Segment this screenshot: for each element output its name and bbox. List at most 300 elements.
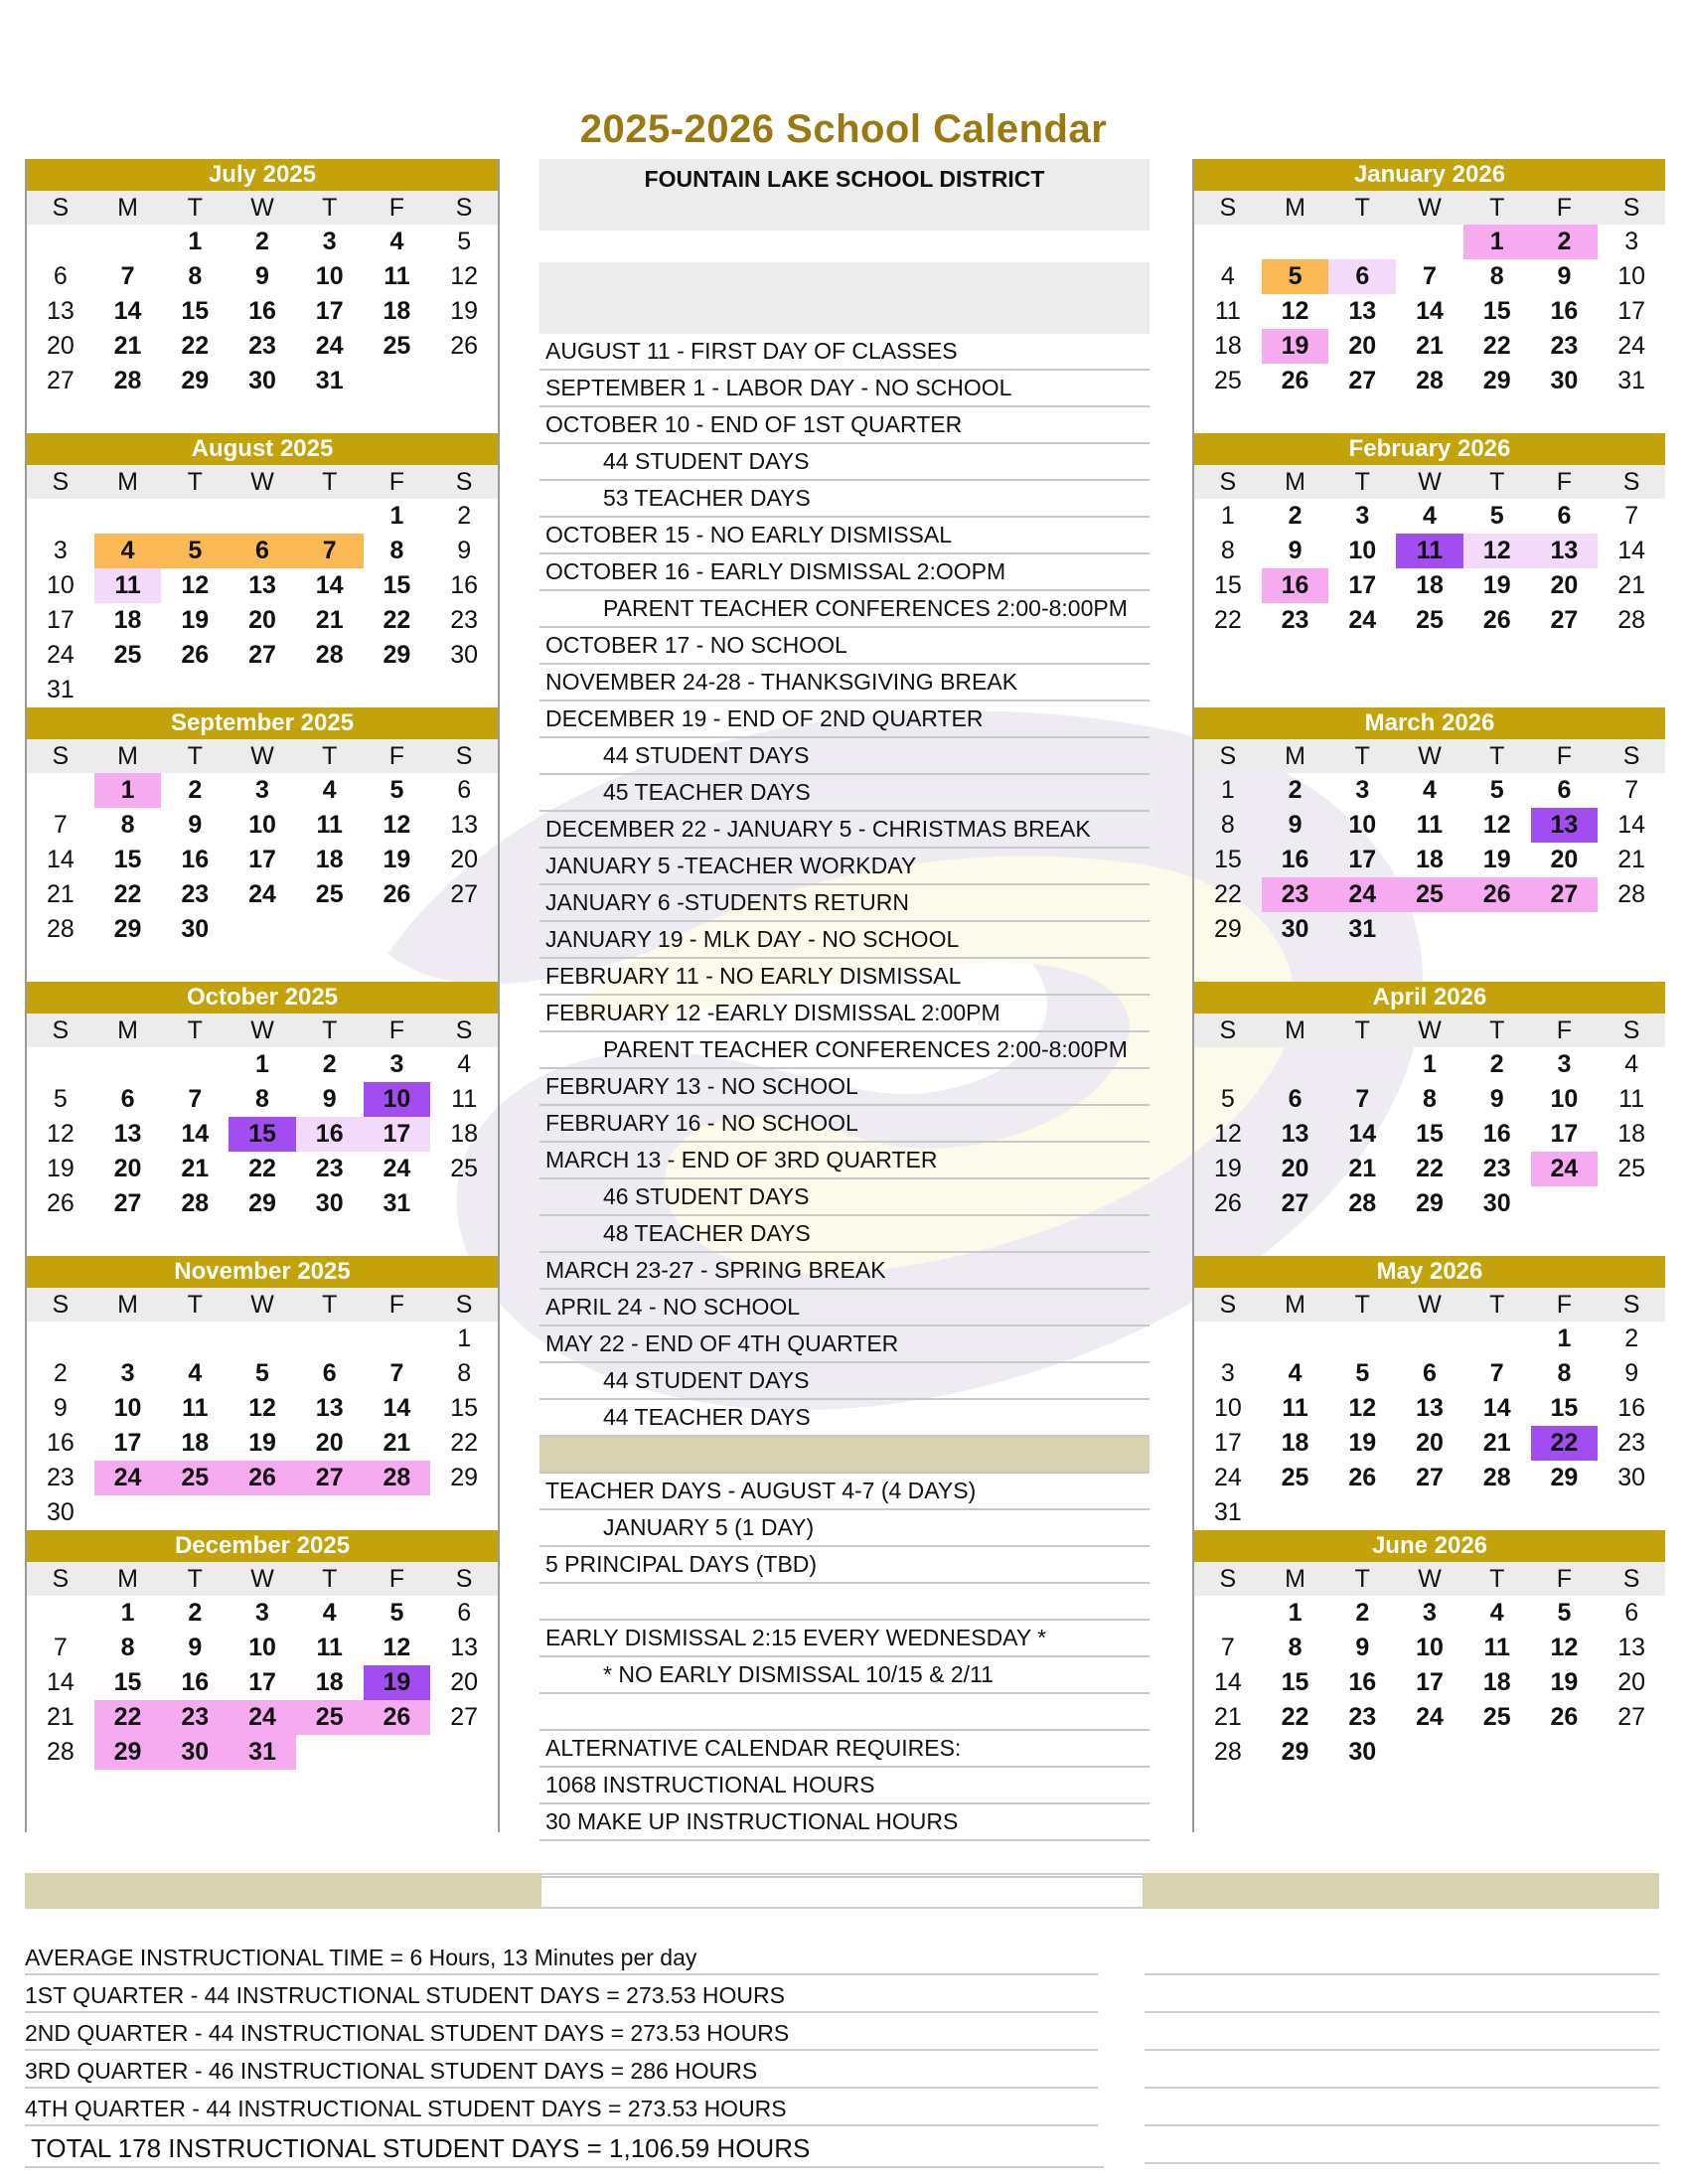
- event-line: MARCH 23-27 - SPRING BREAK: [539, 1253, 1150, 1290]
- weekday-label: S: [455, 742, 473, 770]
- day-cell: 16: [296, 1117, 364, 1152]
- day-cell: 10: [248, 1634, 276, 1661]
- day-cell: 2: [1288, 502, 1303, 530]
- day-cell: 16: [1482, 1120, 1511, 1148]
- weekday-label: T: [1489, 1565, 1505, 1593]
- day-cell: 14: [46, 1668, 75, 1696]
- day-cell: 20: [1617, 1668, 1646, 1696]
- day-cell: 30: [181, 915, 210, 943]
- day-cell: 7: [1624, 776, 1639, 804]
- day-cell: 11: [451, 1085, 478, 1113]
- weekday-label: S: [1622, 1016, 1640, 1044]
- weekday-label: S: [1219, 194, 1237, 222]
- day-cell: 17: [315, 297, 344, 325]
- day-cell: 13: [450, 811, 479, 839]
- day-cell: 22: [1531, 1426, 1599, 1461]
- day-grid: [27, 773, 498, 982]
- day-cell: 1: [188, 228, 203, 255]
- day-cell: 5: [1557, 1599, 1572, 1627]
- day-cell: 25: [113, 641, 142, 669]
- day-cell: 12: [46, 1120, 75, 1148]
- event-line: 45 TEACHER DAYS: [539, 775, 1150, 812]
- day-cell: 29: [94, 1735, 162, 1770]
- weekday-label: T: [1354, 1016, 1370, 1044]
- month-title: June 2026: [1194, 1530, 1665, 1562]
- day-cell: 27: [450, 880, 479, 908]
- day-cell: 1: [1220, 776, 1235, 804]
- day-cell: 29: [248, 1189, 276, 1217]
- weekday-label: S: [1219, 1565, 1237, 1593]
- events-list: [539, 334, 1150, 1878]
- day-cell: 9: [53, 1394, 68, 1422]
- day-cell: 3: [322, 228, 337, 255]
- day-grid: [1194, 1596, 1665, 1804]
- weekday-label: W: [1418, 742, 1442, 770]
- day-cell: 4: [1423, 776, 1437, 804]
- day-cell: 22: [113, 880, 142, 908]
- day-cell: 9: [1557, 262, 1572, 290]
- day-cell: 15: [181, 297, 210, 325]
- event-line: TEACHER DAYS - AUGUST 4-7 (4 DAYS): [539, 1474, 1150, 1510]
- day-cell: 27: [1416, 1464, 1444, 1491]
- day-cell: 21: [1416, 332, 1444, 360]
- day-cell: 15: [1213, 571, 1242, 599]
- weekday-label: T: [322, 468, 338, 496]
- day-cell: 27: [1617, 1703, 1646, 1731]
- day-cell: 24: [1348, 606, 1377, 634]
- day-cell: 20: [1550, 846, 1579, 873]
- weekday-label: T: [187, 194, 203, 222]
- event-line: PARENT TEACHER CONFERENCES 2:00-8:00PM: [539, 591, 1150, 628]
- event-line: JANUARY 5 (1 DAY): [539, 1510, 1150, 1547]
- day-cell: 12: [383, 811, 411, 839]
- day-cell: 16: [1348, 1668, 1377, 1696]
- day-grid: [27, 1596, 498, 1804]
- day-cell: 11: [383, 262, 410, 290]
- day-cell: 20: [1281, 1155, 1309, 1182]
- weekday-label: S: [455, 468, 473, 496]
- day-cell: 27: [1531, 877, 1599, 912]
- day-grid: [27, 1047, 498, 1256]
- day-cell: 24: [1213, 1464, 1242, 1491]
- weekday-label: T: [322, 1016, 338, 1044]
- weekday-label: T: [1489, 1016, 1505, 1044]
- day-cell: 7: [53, 811, 68, 839]
- day-cell: 1: [120, 1599, 135, 1627]
- weekday-label: M: [117, 742, 138, 770]
- day-cell: 10: [1348, 537, 1377, 564]
- day-cell: 30: [1348, 1738, 1377, 1766]
- day-cell: 15: [1416, 1120, 1444, 1148]
- day-cell: 3: [1355, 502, 1370, 530]
- day-grid: [27, 499, 498, 707]
- day-cell: 6: [1328, 259, 1396, 294]
- event-line: JANUARY 19 - MLK DAY - NO SCHOOL: [539, 922, 1150, 959]
- day-cell: 6: [457, 776, 472, 804]
- day-cell: 19: [1213, 1155, 1242, 1182]
- day-cell: 31: [1617, 367, 1646, 394]
- day-cell: 2: [255, 228, 269, 255]
- month-calendar: [27, 1530, 498, 1804]
- month-title: November 2025: [27, 1256, 498, 1288]
- day-cell: 31: [46, 676, 75, 703]
- day-cell: 28: [1213, 1738, 1242, 1766]
- day-cell: 19: [181, 606, 210, 634]
- day-cell: 25: [161, 1461, 229, 1495]
- day-cell: 11: [1282, 1394, 1308, 1422]
- day-cell: 3: [1624, 228, 1639, 255]
- day-cell: 10: [315, 262, 344, 290]
- day-cell: 16: [46, 1429, 75, 1457]
- day-cell: 30: [1550, 367, 1579, 394]
- day-cell: 5: [53, 1085, 68, 1113]
- day-cell: 12: [1213, 1120, 1242, 1148]
- day-cell: 7: [188, 1085, 203, 1113]
- day-cell: 13: [1617, 1634, 1646, 1661]
- day-cell: 12: [181, 571, 210, 599]
- event-line: NOVEMBER 24-28 - THANKSGIVING BREAK: [539, 665, 1150, 702]
- day-cell: 14: [1348, 1120, 1377, 1148]
- day-cell: 13: [113, 1120, 142, 1148]
- day-cell: 21: [181, 1155, 210, 1182]
- day-cell: 6: [229, 534, 296, 568]
- weekday-label: S: [1622, 194, 1640, 222]
- day-cell: 2: [1355, 1599, 1370, 1627]
- day-cell: 5: [1355, 1359, 1370, 1387]
- day-cell: 1: [94, 773, 162, 808]
- day-cell: 5: [457, 228, 472, 255]
- day-cell: 24: [94, 1461, 162, 1495]
- day-cell: 18: [383, 297, 411, 325]
- day-cell: 16: [1550, 297, 1579, 325]
- day-cell: 15: [383, 571, 411, 599]
- weekday-label: W: [1418, 468, 1442, 496]
- day-cell: 20: [248, 606, 276, 634]
- summary-line: AVERAGE INSTRUCTIONAL TIME = 6 Hours, 13 Minutes per day: [25, 1938, 1098, 1975]
- day-cell: 31: [383, 1189, 411, 1217]
- weekday-label: W: [1418, 1291, 1442, 1319]
- day-cell: 16: [181, 846, 210, 873]
- day-cell: 11: [1396, 534, 1463, 568]
- day-cell: 5: [1220, 1085, 1235, 1113]
- day-cell: 2: [457, 502, 472, 530]
- weekday-label: T: [1489, 742, 1505, 770]
- event-line: AUGUST 11 - FIRST DAY OF CLASSES: [539, 334, 1150, 371]
- day-cell: 7: [1355, 1085, 1370, 1113]
- day-cell: 2: [1288, 776, 1303, 804]
- day-cell: 4: [188, 1359, 203, 1387]
- day-grid: [1194, 499, 1665, 707]
- month-calendar: [1194, 159, 1665, 433]
- day-cell: 21: [113, 332, 142, 360]
- day-cell: 4: [1624, 1050, 1639, 1078]
- day-cell: 25: [383, 332, 411, 360]
- weekday-label: F: [1556, 1565, 1573, 1593]
- day-cell: 9: [457, 537, 472, 564]
- weekday-label: T: [187, 468, 203, 496]
- day-cell: 24: [46, 641, 75, 669]
- summary-block: [25, 1938, 1167, 2168]
- day-cell: 10: [113, 1394, 142, 1422]
- event-line: OCTOBER 17 - NO SCHOOL: [539, 628, 1150, 665]
- day-cell: 26: [46, 1189, 75, 1217]
- day-cell: 16: [1281, 846, 1309, 873]
- weekday-label: T: [1489, 194, 1505, 222]
- day-cell: 6: [120, 1085, 135, 1113]
- month-calendar: [27, 1256, 498, 1530]
- day-cell: 13: [1531, 808, 1599, 843]
- day-cell: 8: [1220, 811, 1235, 839]
- event-line: DECEMBER 22 - JANUARY 5 - CHRISTMAS BREAK: [539, 812, 1150, 849]
- day-cell: 27: [113, 1189, 142, 1217]
- summary-total: TOTAL 178 INSTRUCTIONAL STUDENT DAYS = 1,106.59 HOURS: [25, 2126, 1104, 2168]
- day-cell: 28: [1348, 1189, 1377, 1217]
- day-cell: 14: [46, 846, 75, 873]
- day-cell: 17: [1416, 1668, 1444, 1696]
- day-cell: 22: [94, 1700, 162, 1735]
- weekday-header: [27, 1288, 498, 1322]
- day-cell: 1: [1463, 225, 1531, 259]
- day-cell: 30: [450, 641, 479, 669]
- weekday-label: S: [1219, 468, 1237, 496]
- day-cell: 26: [1550, 1703, 1579, 1731]
- day-cell: 24: [1416, 1703, 1444, 1731]
- day-cell: 24: [248, 880, 276, 908]
- weekday-label: S: [455, 1565, 473, 1593]
- weekday-header: [1194, 465, 1665, 499]
- day-cell: 21: [1213, 1703, 1242, 1731]
- day-cell: 3: [1557, 1050, 1572, 1078]
- day-cell: 7: [1489, 1359, 1504, 1387]
- day-cell: 18: [1213, 332, 1242, 360]
- event-line: 46 STUDENT DAYS: [539, 1179, 1150, 1216]
- weekday-label: M: [1285, 468, 1305, 496]
- day-cell: 19: [383, 846, 411, 873]
- blank-line: [539, 1694, 1150, 1731]
- day-cell: 1: [457, 1325, 472, 1352]
- day-cell: 2: [322, 1050, 337, 1078]
- month-title: July 2025: [27, 159, 498, 191]
- day-cell: 3: [1355, 776, 1370, 804]
- day-cell: 13: [1348, 297, 1377, 325]
- weekday-header: [27, 465, 498, 499]
- day-cell: 15: [229, 1117, 296, 1152]
- day-cell: 14: [1416, 297, 1444, 325]
- day-cell: 10: [248, 811, 276, 839]
- day-cell: 10: [1213, 1394, 1242, 1422]
- weekday-header: [27, 739, 498, 773]
- event-line: OCTOBER 15 - NO EARLY DISMISSAL: [539, 518, 1150, 554]
- day-cell: 6: [322, 1359, 337, 1387]
- day-cell: 19: [1262, 329, 1329, 364]
- day-cell: 26: [181, 641, 210, 669]
- weekday-label: T: [1489, 1291, 1505, 1319]
- weekday-label: S: [1622, 742, 1640, 770]
- day-cell: 26: [1482, 606, 1511, 634]
- weekday-label: S: [1219, 1291, 1237, 1319]
- weekday-label: T: [1354, 1291, 1370, 1319]
- month-calendar: [1194, 1256, 1665, 1530]
- day-cell: 28: [1617, 880, 1646, 908]
- weekday-label: F: [1556, 194, 1573, 222]
- day-cell: 18: [315, 846, 344, 873]
- day-cell: 23: [1348, 1703, 1377, 1731]
- day-cell: 8: [255, 1085, 269, 1113]
- day-cell: 11: [1618, 1085, 1645, 1113]
- day-cell: 22: [450, 1429, 479, 1457]
- day-cell: 11: [94, 568, 162, 603]
- weekday-label: S: [1622, 1565, 1640, 1593]
- day-cell: 19: [248, 1429, 276, 1457]
- weekday-label: T: [1489, 468, 1505, 496]
- day-cell: 26: [450, 332, 479, 360]
- day-cell: 8: [1288, 1634, 1303, 1661]
- weekday-label: M: [117, 194, 138, 222]
- weekday-label: M: [1285, 742, 1305, 770]
- day-cell: 14: [1213, 1668, 1242, 1696]
- gray-spacer: [539, 262, 1150, 334]
- weekday-label: T: [322, 194, 338, 222]
- weekday-label: S: [52, 1291, 70, 1319]
- right-calendar-column: [1192, 159, 1665, 1832]
- day-cell: 20: [1348, 332, 1377, 360]
- weekday-label: F: [388, 1291, 405, 1319]
- day-cell: 23: [1262, 877, 1329, 912]
- day-cell: 7: [53, 1634, 68, 1661]
- weekday-label: W: [1418, 1016, 1442, 1044]
- weekday-label: S: [455, 194, 473, 222]
- weekday-label: S: [52, 468, 70, 496]
- day-cell: 18: [113, 606, 142, 634]
- day-cell: 26: [1281, 367, 1309, 394]
- day-cell: 30: [1281, 915, 1309, 943]
- day-cell: 17: [1348, 571, 1377, 599]
- day-cell: 10: [364, 1082, 431, 1117]
- day-cell: 28: [181, 1189, 210, 1217]
- day-cell: 9: [188, 811, 203, 839]
- day-cell: 27: [46, 367, 75, 394]
- day-cell: 23: [1281, 606, 1309, 634]
- weekday-label: F: [388, 1565, 405, 1593]
- day-cell: 30: [1617, 1464, 1646, 1491]
- month-calendar: [27, 159, 498, 433]
- day-cell: 26: [1213, 1189, 1242, 1217]
- day-cell: 21: [315, 606, 344, 634]
- day-cell: 21: [46, 880, 75, 908]
- day-cell: 30: [248, 367, 276, 394]
- day-cell: 6: [53, 262, 68, 290]
- day-cell: 11: [1483, 1634, 1510, 1661]
- day-cell: 27: [248, 641, 276, 669]
- day-cell: 29: [1213, 915, 1242, 943]
- day-cell: 9: [255, 262, 269, 290]
- day-cell: 4: [322, 776, 337, 804]
- day-cell: 11: [316, 811, 343, 839]
- day-cell: 9: [1288, 537, 1303, 564]
- day-cell: 28: [315, 641, 344, 669]
- day-cell: 19: [1348, 1429, 1377, 1457]
- day-cell: 6: [1423, 1359, 1437, 1387]
- day-cell: 28: [1617, 606, 1646, 634]
- month-calendar: [1194, 982, 1665, 1256]
- day-cell: 18: [1281, 1429, 1309, 1457]
- day-cell: 10: [1617, 262, 1646, 290]
- day-cell: 12: [383, 1634, 411, 1661]
- weekday-label: M: [1285, 1565, 1305, 1593]
- weekday-label: S: [1622, 1291, 1640, 1319]
- day-cell: 12: [450, 262, 479, 290]
- day-cell: 18: [450, 1120, 479, 1148]
- day-cell: 19: [1550, 1668, 1579, 1696]
- day-cell: 1: [255, 1050, 269, 1078]
- event-line: 44 STUDENT DAYS: [539, 1363, 1150, 1400]
- day-cell: 31: [1348, 915, 1377, 943]
- event-line: PARENT TEACHER CONFERENCES 2:00-8:00PM: [539, 1032, 1150, 1069]
- event-line: JANUARY 5 -TEACHER WORKDAY: [539, 849, 1150, 885]
- day-cell: 22: [383, 606, 411, 634]
- day-cell: 2: [53, 1359, 68, 1387]
- weekday-label: M: [1285, 194, 1305, 222]
- day-grid: [1194, 1322, 1665, 1530]
- month-title: April 2026: [1194, 982, 1665, 1014]
- day-cell: 12: [1482, 811, 1511, 839]
- weekday-label: T: [322, 1565, 338, 1593]
- day-cell: 22: [181, 332, 210, 360]
- day-cell: 8: [1489, 262, 1504, 290]
- event-line: OCTOBER 10 - END OF 1ST QUARTER: [539, 407, 1150, 444]
- day-cell: 17: [1348, 846, 1377, 873]
- day-cell: 11: [182, 1394, 209, 1422]
- day-cell: 1: [389, 502, 404, 530]
- day-cell: 24: [383, 1155, 411, 1182]
- day-cell: 29: [113, 915, 142, 943]
- event-line: FEBRUARY 12 -EARLY DISMISSAL 2:00PM: [539, 996, 1150, 1032]
- day-cell: 14: [315, 571, 344, 599]
- day-cell: 25: [296, 1700, 364, 1735]
- page-title: 2025-2026 School Calendar: [579, 107, 1108, 151]
- month-title: May 2026: [1194, 1256, 1665, 1288]
- day-cell: 7: [1624, 502, 1639, 530]
- event-line: 30 MAKE UP INSTRUCTIONAL HOURS: [539, 1804, 1150, 1841]
- day-cell: 30: [46, 1498, 75, 1526]
- weekday-label: W: [1418, 194, 1442, 222]
- day-cell: 2: [1624, 1325, 1639, 1352]
- summary-line: 4TH QUARTER - 44 INSTRUCTIONAL STUDENT DAYS = 273.53 HOURS: [25, 2089, 1098, 2126]
- day-cell: 6: [1288, 1085, 1303, 1113]
- day-grid: [1194, 1047, 1665, 1256]
- divider-band: [25, 1873, 1659, 1909]
- day-cell: 17: [1550, 1120, 1579, 1148]
- month-calendar: [1194, 707, 1665, 982]
- day-cell: 9: [1355, 1634, 1370, 1661]
- day-cell: 20: [450, 846, 479, 873]
- day-cell: 3: [1220, 1359, 1235, 1387]
- weekday-label: T: [1354, 742, 1370, 770]
- day-cell: 14: [383, 1394, 411, 1422]
- day-cell: 15: [1213, 846, 1242, 873]
- day-cell: 21: [1617, 846, 1646, 873]
- day-cell: 17: [46, 606, 75, 634]
- event-line: 1068 INSTRUCTIONAL HOURS: [539, 1768, 1150, 1804]
- month-title: December 2025: [27, 1530, 498, 1562]
- day-cell: 27: [296, 1461, 364, 1495]
- day-cell: 6: [457, 1599, 472, 1627]
- event-line: FEBRUARY 13 - NO SCHOOL: [539, 1069, 1150, 1106]
- weekday-label: S: [52, 1565, 70, 1593]
- blank-line: [539, 1584, 1150, 1621]
- day-cell: 13: [46, 297, 75, 325]
- day-cell: 15: [1550, 1394, 1579, 1422]
